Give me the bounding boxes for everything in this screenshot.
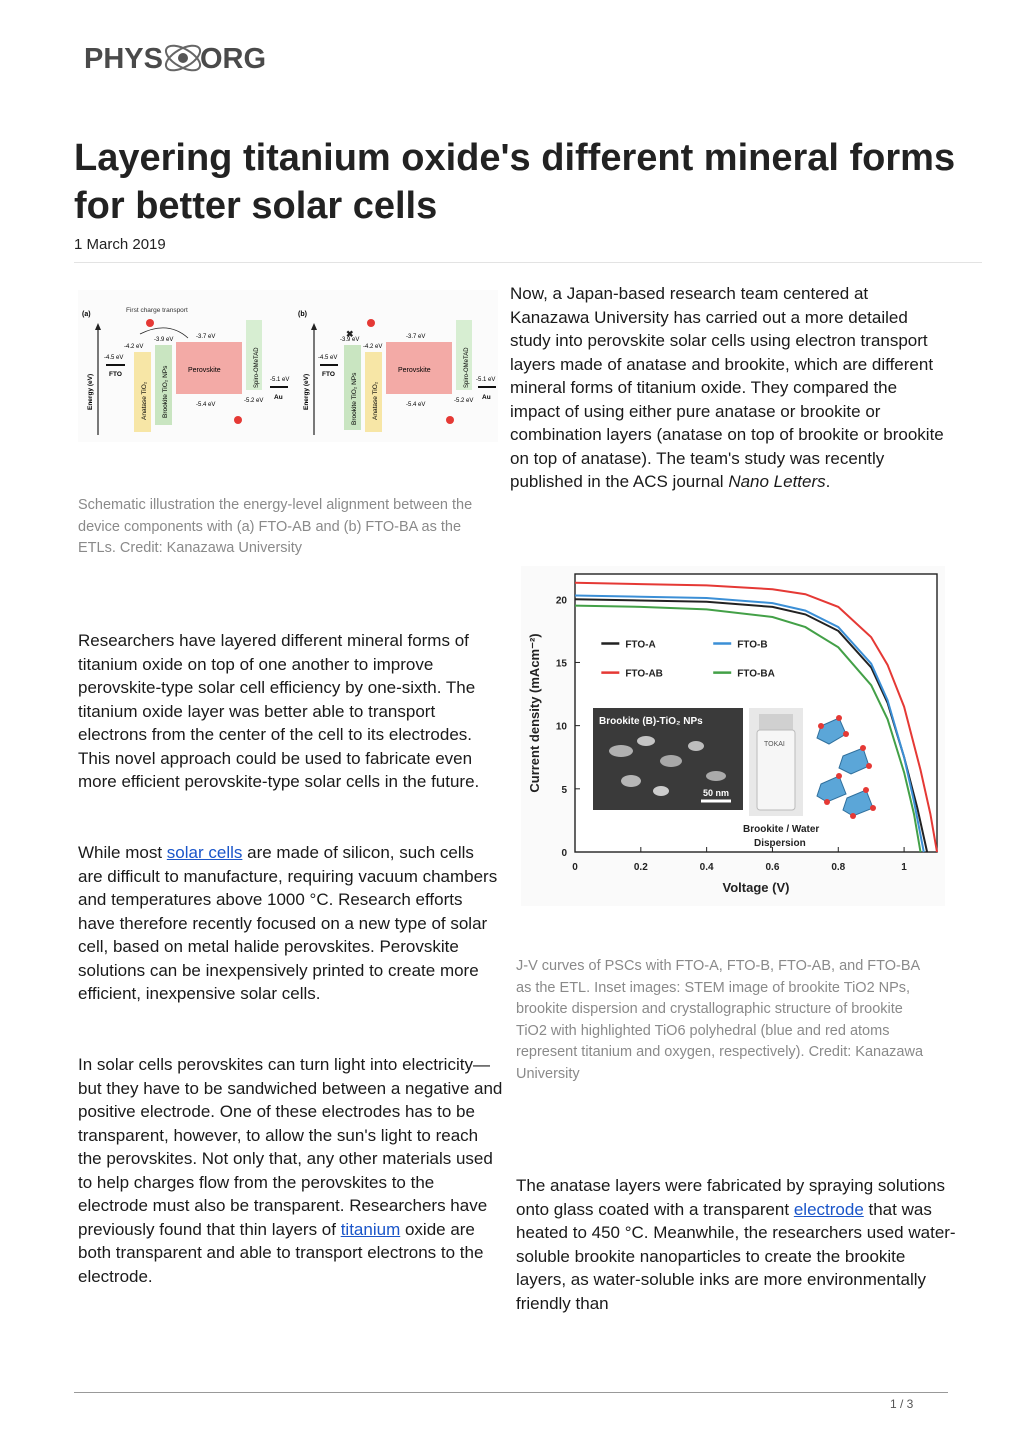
svg-text:✖: ✖ <box>346 329 354 339</box>
svg-text:Brookite TiO₂ NPs: Brookite TiO₂ NPs <box>162 365 169 418</box>
logo-text-org: ORG <box>200 43 267 75</box>
svg-text:-3.9 eV: -3.9 eV <box>154 337 174 343</box>
svg-text:Anatase TiO₂: Anatase TiO₂ <box>141 381 148 420</box>
y-tick-label: 0 <box>561 848 567 859</box>
stem-inset-image <box>593 708 743 810</box>
svg-text:Energy (eV): Energy (eV) <box>303 373 310 410</box>
svg-text:Au: Au <box>482 394 491 401</box>
energy-level-figure <box>78 290 498 442</box>
legend-label-fto-ab: FTO-AB <box>625 668 663 680</box>
svg-text:Perovskite: Perovskite <box>398 367 431 374</box>
paragraph-fabrication-start: The anatase layers were fabricated by spraying solutions onto glass coated with a transparent <box>516 1176 946 1219</box>
svg-text:Brookite TiO₂ NPs: Brookite TiO₂ NPs <box>351 372 358 425</box>
x-tick-label: 1 <box>901 862 907 873</box>
energy-axis-label: Energy (eV) <box>87 373 94 410</box>
paragraph-electrodes-end: oxide are both transparent and able to transport electrons to the electrode. <box>78 1219 484 1286</box>
svg-text:-5.1 eV: -5.1 eV <box>476 377 496 383</box>
y-axis-label: Current density (mAcm⁻²) <box>527 633 542 793</box>
svg-text:-5.1 eV: -5.1 eV <box>270 377 290 383</box>
y-tick-label: 15 <box>555 658 567 670</box>
svg-text:-3.9 eV: -3.9 eV <box>340 337 360 343</box>
svg-text:-4.2 eV: -4.2 eV <box>124 344 144 350</box>
svg-text:Spiro-OMeTAD: Spiro-OMeTAD <box>254 347 260 388</box>
solar-cells-link[interactable]: solar cells <box>166 843 243 862</box>
svg-text:FTO: FTO <box>322 371 335 378</box>
svg-text:-4.5 eV: -4.5 eV <box>104 355 124 361</box>
paragraph-fabrication <box>516 1174 956 1315</box>
atom-icon <box>162 41 204 76</box>
y-tick-label: 20 <box>555 595 567 607</box>
paragraph-fabrication-end: that was heated to 450 °C. Meanwhile, the researchers used water-soluble brookite nanoparticles to create the brookite layers, as water-soluble inks are more environmentally friendly than <box>516 1199 956 1313</box>
svg-text:-4.2 eV: -4.2 eV <box>363 344 383 350</box>
paragraph-intro: Researchers have layered different mineral forms of titanium oxide on top of one another to improve perovskite-type solar cell efficiency by one-sixth. The titanium oxide layer was better able to transport electrons from the center of the cell to its electrodes. This novel approach could be used to fabricate even more efficient perovskite-type solar cells in the future. <box>78 631 480 791</box>
svg-text:-5.4 eV: -5.4 eV <box>406 402 426 408</box>
figure2-caption: J-V curves of PSCs with FTO-A, FTO-B, FTO-AB, and FTO-BA as the ETL. Inset images: STEM image of brookite TiO2 NPs, brookite dispersion and crystallographic structure of brookite TiO2 with highlighted TiO6 polyhedral (blue and red atoms represent titanium and oxygen, respectively). Credit: Kanazawa University <box>516 958 924 1082</box>
journal-name: Nano Letters <box>728 472 826 491</box>
legend-label-fto-a: FTO-A <box>625 639 656 651</box>
svg-text:-5.2 eV: -5.2 eV <box>244 398 264 404</box>
svg-text:-3.7 eV: -3.7 eV <box>406 334 426 340</box>
first-charge-label: First charge transport <box>126 307 188 314</box>
paragraph-silicon-start: While most <box>78 843 167 862</box>
scale-bar-label: 50 nm <box>703 788 730 798</box>
svg-text:-5.4 eV: -5.4 eV <box>196 402 216 408</box>
svg-text:-3.7 eV: -3.7 eV <box>196 334 216 340</box>
paragraph-silicon <box>78 841 503 1006</box>
svg-text:-4.5 eV: -4.5 eV <box>318 355 338 361</box>
electrode-link[interactable]: electrode <box>793 1199 864 1219</box>
stem-inset-label: Brookite (B)-TiO₂ NPs <box>599 716 703 727</box>
y-tick-label: 10 <box>555 721 567 733</box>
panel-a-label: (a) <box>82 311 91 318</box>
paragraph-study-text: Now, a Japan-based research team centered at Kanazawa University has carried out a more detailed study into perovskite solar cells using electron transport layers made of anatase and brookite, which are different mineral forms of titanium oxide. They compared the impact of using either pure anatase or brookite or combination layers (anatase on top of brookite or brookite on top of anatase). The team's study was recently published in the ACS journal <box>510 284 944 491</box>
article-date: 1 March 2019 <box>74 236 166 253</box>
phys-org-logo[interactable] <box>84 30 269 86</box>
svg-text:Perovskite: Perovskite <box>188 367 221 374</box>
jv-curve-chart <box>521 566 945 906</box>
x-axis-label: Voltage (V) <box>722 880 790 895</box>
svg-text:Au: Au <box>274 394 283 401</box>
paragraph-electrodes-start: In solar cells perovskites can turn light into electricity—but they have to be sandwiched between a negative and positive electrode. One of these electrodes has to be transparent, however, to allow the sun's light to reach the perovskites. Not only that, any other materials used to help charges flow from the perovskites to the electrode must also be transparent. Researchers have previously found that thin layers of <box>78 1055 503 1239</box>
paragraph-electrodes <box>78 1053 503 1288</box>
svg-text:Anatase TiO₂: Anatase TiO₂ <box>372 381 379 420</box>
header-divider <box>74 262 982 263</box>
y-tick-label: 5 <box>561 784 567 796</box>
dispersion-label-1: Brookite / Water <box>743 824 820 835</box>
x-tick-label: 0.4 <box>699 862 714 873</box>
x-tick-label: 0.8 <box>831 862 846 873</box>
x-tick-label: 0.2 <box>633 862 648 873</box>
vial-label: TOKAI <box>764 741 785 748</box>
svg-text:Spiro-OMeTAD: Spiro-OMeTAD <box>464 347 470 388</box>
footer-divider <box>74 1392 948 1393</box>
figure1-caption: Schematic illustration the energy-level alignment between the device components with (a) FTO-AB and (b) FTO-BA as the ETLs. Credit: Kanazawa University <box>78 497 473 556</box>
dispersion-label-2: Dispersion <box>754 838 806 849</box>
legend-label-fto-ba: FTO-BA <box>737 668 775 680</box>
legend-label-fto-b: FTO-B <box>737 639 768 651</box>
svg-text:(b): (b) <box>298 311 307 318</box>
x-tick-label: 0.6 <box>765 862 780 873</box>
svg-text:-5.2 eV: -5.2 eV <box>454 398 474 404</box>
paragraph-study-end: . <box>825 472 831 491</box>
titanium-link[interactable]: titanium <box>340 1219 401 1239</box>
article-title: Layering titanium oxide's different mineral forms for better solar cells <box>74 137 956 227</box>
logo-text-phys: PHYS <box>84 43 163 75</box>
svg-text:FTO: FTO <box>109 371 122 378</box>
page-number: 1 / 3 <box>890 1397 914 1411</box>
paragraph-silicon-end: are made of silicon, such cells are difficult to manufacture, requiring vacuum chambers and temperatures above 1000 °C. Research efforts have therefore recently focused on a new type of solar cell, based on metal halide perovskites. Perovskite solutions can be inexpensively printed to create more efficient, inexpensive solar cells. <box>78 843 498 1003</box>
paragraph-study <box>510 282 950 494</box>
x-tick-label: 0 <box>572 862 578 873</box>
